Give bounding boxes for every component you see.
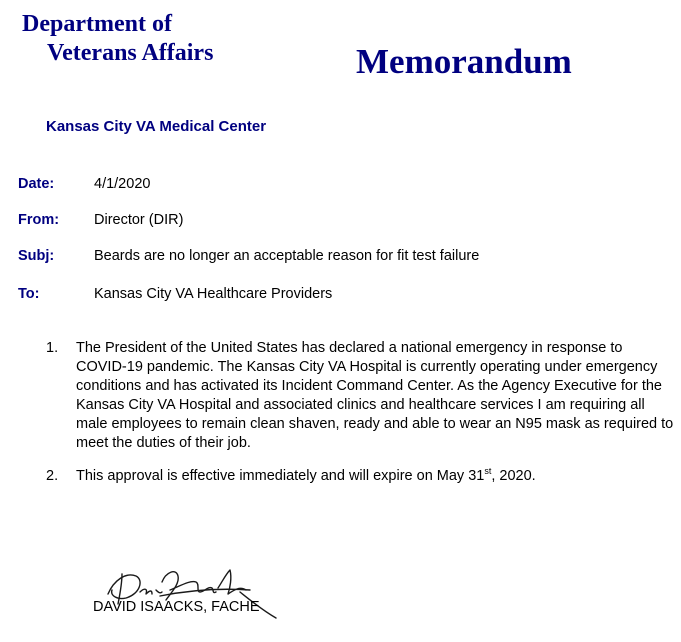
paragraph-1 [46, 339, 674, 451]
memorandum-title: Memorandum [356, 42, 572, 81]
date-value: 4/1/2020 [94, 176, 151, 192]
paragraph-2-text-before: This approval is effective immediately and will expire on May 31 [76, 468, 485, 484]
subject-label: Subj: [18, 248, 55, 264]
department-line-2: Veterans Affairs [47, 40, 214, 66]
department-name [22, 10, 213, 68]
paragraph-2-text-after: , 2020. [491, 468, 536, 484]
paragraph-1-text: The President of the United States has declared a national emergency in response to COVID-19 pandemic. The Kansas City VA Hospital is currently operating under emergency conditions and has activated its Incident Command Center. As the Agency Executive for the Kansas City VA Hospital and associated clinics and healthcare services I am requiring all male employees to remain clean shaven, ready and able to wear an N95 mask as required to meet the duties of their job. [76, 340, 674, 451]
paragraph-2 [46, 467, 666, 489]
to-label: To: [18, 286, 40, 302]
subject-value: Beards are no longer an acceptable reason for fit test failure [94, 248, 480, 264]
paragraph-2-superscript: st [484, 466, 492, 477]
date-label: Date: [18, 176, 55, 192]
medical-center-name: Kansas City VA Medical Center [46, 118, 267, 135]
department-line-1: Department of [22, 11, 172, 37]
paragraph-1-number: 1. [46, 340, 59, 356]
paragraph-2-number: 2. [46, 468, 59, 484]
paragraph-2-text [76, 467, 676, 486]
from-value: Director (DIR) [94, 212, 184, 228]
to-value: Kansas City VA Healthcare Providers [94, 286, 333, 302]
from-label: From: [18, 212, 60, 228]
signatory-name: DAVID ISAACKS, FACHE [93, 599, 260, 615]
